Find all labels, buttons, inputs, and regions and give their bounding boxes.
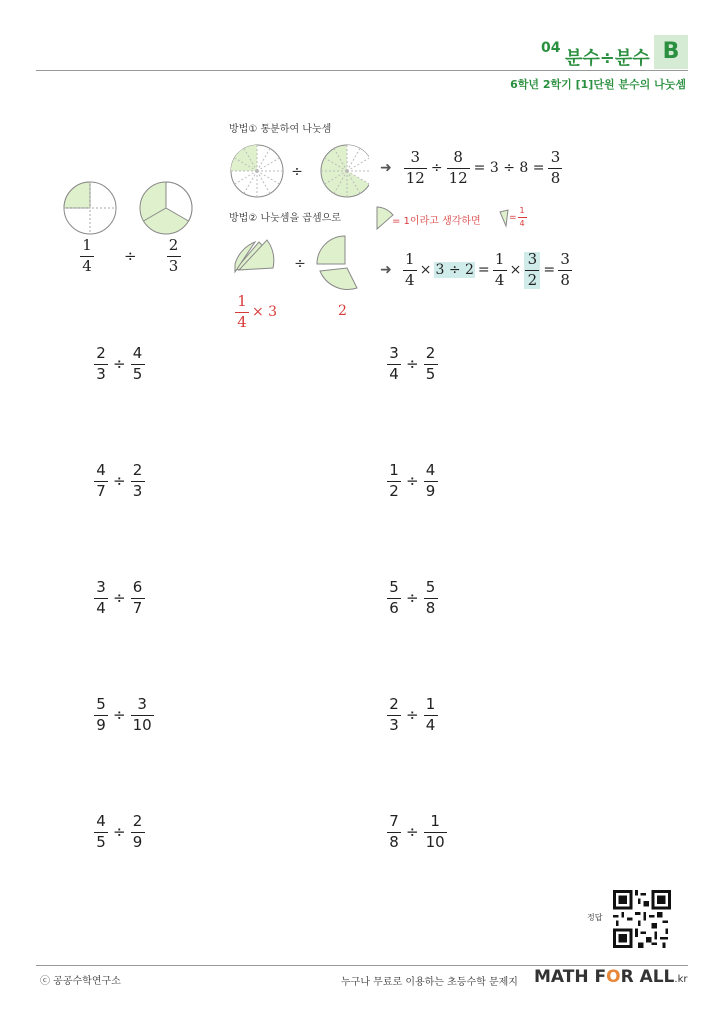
- arrow-icon: ➜: [380, 262, 392, 279]
- numerator: 4: [96, 812, 106, 830]
- problem-fraction-a: [94, 814, 108, 851]
- divide-sign: ÷: [113, 706, 126, 725]
- caption-frac: [235, 294, 249, 331]
- method2-note-value: [509, 207, 527, 229]
- worksheet-subtitle: 6학년 2학기 [1]단원 분수의 나눗셈: [510, 78, 686, 91]
- denominator: 4: [425, 715, 436, 734]
- problem-fraction-b: [424, 346, 438, 383]
- problem-fraction-b: [131, 697, 154, 734]
- method1-expression: [380, 150, 562, 187]
- denominator: 5: [96, 832, 106, 851]
- divide-sign: ÷: [113, 355, 126, 374]
- denominator: 3: [389, 715, 399, 734]
- denominator: 4: [519, 219, 525, 229]
- denominator: 3: [132, 481, 143, 500]
- divide-sign: ÷: [406, 706, 419, 725]
- twelfths-circles-icon: [229, 142, 369, 200]
- problem-fraction-a: [387, 580, 401, 617]
- denominator: 3: [168, 256, 179, 275]
- problem-fraction-b: [131, 463, 145, 500]
- caption-rest: × 3: [252, 304, 278, 321]
- denominator: 4: [404, 270, 415, 289]
- numerator: 8: [453, 148, 463, 166]
- problem-item: [94, 580, 145, 617]
- logo-part: R ALL: [620, 967, 675, 987]
- footer-divider: [36, 965, 688, 966]
- problem-fraction-b: [424, 463, 438, 500]
- numerator: 1: [519, 206, 525, 215]
- divide-sign: ÷: [113, 589, 126, 608]
- numerator: 6: [132, 578, 143, 596]
- denominator: 9: [132, 832, 143, 851]
- numerator: 2: [389, 695, 399, 713]
- problem-item: [387, 580, 438, 617]
- numerator: 1: [389, 461, 399, 479]
- method1-result: [548, 150, 562, 187]
- svg-text:÷: ÷: [291, 164, 303, 180]
- problem-fraction-a: [94, 580, 108, 617]
- numerator: 2: [96, 344, 106, 362]
- denominator: 7: [96, 481, 106, 500]
- method2-expression: [380, 252, 572, 289]
- equals: =: [509, 212, 517, 223]
- times-sign: ×: [509, 262, 522, 279]
- equals: =: [477, 262, 490, 279]
- numerator: 5: [96, 695, 106, 713]
- numerator: 1: [82, 236, 92, 254]
- problem-fraction-a: [387, 463, 401, 500]
- divide-sign: ÷: [406, 589, 419, 608]
- footer-copyright: ⓒ 공공수학연구소: [40, 976, 121, 987]
- logo-part: .kr: [674, 974, 688, 985]
- denominator: 8: [550, 168, 561, 187]
- divide-sign: ÷: [406, 355, 419, 374]
- problem-fraction-a: [387, 697, 401, 734]
- divide-sign: ÷: [406, 823, 419, 842]
- denominator: 3: [96, 364, 106, 383]
- method2-label: 방법② 나눗셈을 곱셈으로: [229, 213, 341, 224]
- method1-diagrams: [229, 142, 369, 204]
- denominator: 9: [425, 481, 436, 500]
- numerator: 3: [527, 250, 538, 268]
- denominator: 8: [389, 832, 399, 851]
- highlighted-division: 3 ÷ 2: [435, 262, 474, 279]
- numerator: 1: [425, 695, 436, 713]
- method1-label: 방법① 통분하여 나눗셈: [229, 124, 332, 135]
- problem-item: [94, 814, 145, 851]
- denominator: 2: [389, 481, 399, 500]
- equals: =: [543, 262, 556, 279]
- denominator: 4: [82, 256, 92, 275]
- numerator: 3: [410, 148, 421, 166]
- numerator: 7: [389, 812, 399, 830]
- numerator: 2: [168, 236, 179, 254]
- problem-fraction-b: [131, 580, 145, 617]
- method2-result: [558, 252, 572, 289]
- footer-tagline: 누구나 무료로 이용하는 초등수학 문제지: [341, 977, 518, 988]
- method2-frac2: [493, 252, 507, 289]
- problem-item: [94, 463, 145, 500]
- denominator: 9: [96, 715, 106, 734]
- level-badge: B: [654, 35, 688, 69]
- example-fraction-2: [167, 238, 181, 275]
- problem-fraction-a: [94, 346, 108, 383]
- worksheet-number: 04: [541, 40, 561, 56]
- problem-fraction-b: [424, 814, 447, 851]
- denominator: 7: [132, 598, 143, 617]
- divide-sign: ÷: [406, 472, 419, 491]
- problem-fraction-b: [424, 580, 438, 617]
- problem-fraction-a: [94, 697, 108, 734]
- numerator: 5: [425, 578, 436, 596]
- problem-item: [387, 463, 438, 500]
- problem-item: [94, 697, 154, 734]
- problem-item: [94, 346, 145, 383]
- method1-frac1: [404, 150, 427, 187]
- arrow-icon: ➜: [380, 160, 392, 177]
- numerator: 3: [560, 250, 570, 268]
- numerator: 2: [132, 461, 143, 479]
- numerator: 2: [425, 344, 436, 362]
- example-expression: [80, 238, 181, 275]
- problem-fraction-a: [387, 814, 401, 851]
- denominator: 6: [389, 598, 399, 617]
- qr-code-icon[interactable]: [612, 890, 672, 952]
- wedge-pieces-icon: [233, 232, 373, 294]
- method2-diagrams: [233, 232, 373, 298]
- problem-fraction-b: [131, 346, 145, 383]
- example-left-diagrams: [62, 180, 202, 244]
- denominator: 4: [237, 312, 247, 331]
- method2-note: = 1이라고 생각하면: [392, 216, 481, 227]
- numerator: 3: [389, 344, 399, 362]
- numerator: 3: [137, 695, 147, 713]
- denominator: 5: [425, 364, 436, 383]
- worksheet-title: 분수÷분수: [565, 48, 650, 69]
- times-sign: ×: [419, 262, 432, 279]
- problem-fraction-b: [131, 814, 145, 851]
- denominator: 4: [494, 270, 505, 289]
- numerator: 1: [404, 250, 415, 268]
- numerator: 4: [425, 461, 436, 479]
- problem-item: [387, 346, 438, 383]
- denominator: 12: [448, 168, 468, 187]
- example-fraction-1: [80, 238, 94, 275]
- problem-item: [387, 814, 447, 851]
- divide-sign: ÷: [124, 247, 137, 266]
- denominator: 8: [425, 598, 436, 617]
- divide-sign: ÷: [430, 160, 443, 177]
- problem-fraction-a: [387, 346, 401, 383]
- denominator: 10: [425, 832, 445, 851]
- denominator: 4: [96, 598, 106, 617]
- method2-right-caption: 2: [338, 303, 347, 319]
- answer-label: 정답: [587, 913, 603, 922]
- denominator: 10: [132, 715, 152, 734]
- footer-logo[interactable]: [534, 967, 688, 987]
- numerator: 3: [96, 578, 106, 596]
- problem-fraction-b: [424, 697, 438, 734]
- numerator: 5: [389, 578, 399, 596]
- denominator: 5: [132, 364, 143, 383]
- numerator: 1: [494, 250, 505, 268]
- method2-left-caption: [235, 294, 277, 331]
- numerator: 1: [430, 812, 440, 830]
- denominator: 2: [527, 270, 538, 289]
- svg-text:÷: ÷: [294, 256, 306, 272]
- numerator: 1: [237, 292, 247, 310]
- denominator: 12: [405, 168, 425, 187]
- numerator: 3: [550, 148, 561, 166]
- denominator: 8: [560, 270, 570, 289]
- problem-fraction-a: [94, 463, 108, 500]
- fraction-circles-icon: [62, 180, 202, 240]
- method2-frac1: [403, 252, 417, 289]
- method1-rest: = 3 ÷ 8 =: [473, 160, 545, 177]
- numerator: 2: [132, 812, 143, 830]
- logo-part: O: [606, 967, 621, 987]
- header-divider: [36, 70, 688, 71]
- divide-sign: ÷: [113, 472, 126, 491]
- problem-item: [387, 697, 438, 734]
- divide-sign: ÷: [113, 823, 126, 842]
- method1-frac2: [447, 150, 470, 187]
- method2-frac3: [524, 252, 540, 289]
- logo-part: MATH F: [534, 967, 607, 987]
- numerator: 4: [96, 461, 106, 479]
- denominator: 4: [389, 364, 399, 383]
- numerator: 4: [132, 344, 143, 362]
